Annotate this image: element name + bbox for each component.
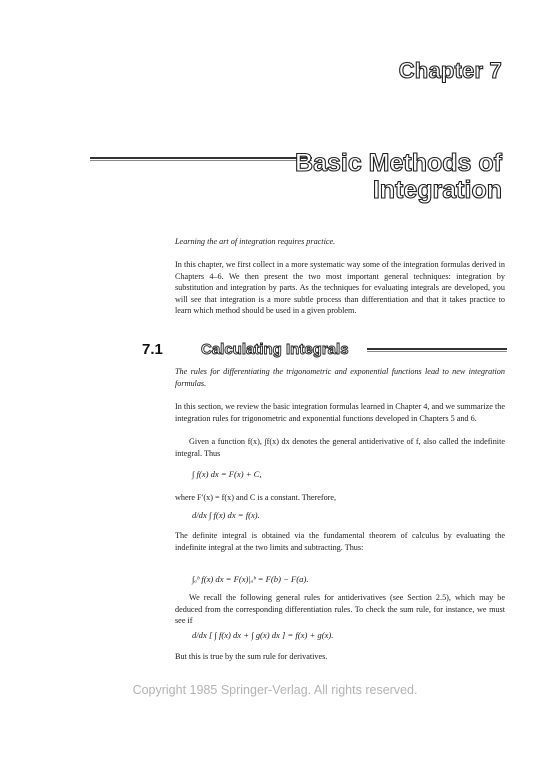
section-title: Calculating Integrals (201, 341, 349, 358)
title-rule-shadow (90, 160, 312, 161)
chapter-title-line2: Integration (372, 176, 502, 204)
section-paragraph-2: Given a function f(x), ∫f(x) dx denotes the general antiderivative of f, also called the indefinite integral. Thus (175, 437, 505, 458)
equation-indefinite-integral: ∫ f(x) dx = F(x) + C, (192, 469, 262, 479)
section-number: 7.1 (142, 341, 163, 358)
section-rule-shadow (367, 351, 507, 352)
intro-paragraph: In this chapter, we first collect in a more systematic way some of the integration formulas derived in Chapters 4–6. We then present the two most important general techniques: integration by substitution and integration by parts. As the techniques for evaluating integrals are developed, you will see that integration is a more subtle process than differentiation and that it takes practice to learn which method should be used in a given problem. (175, 260, 505, 316)
section-paragraph-4: The definite integral is obtained via the fundamental theorem of calculus by evaluating the indefinite integral at the two limits and subtracting. Thus: (175, 531, 505, 552)
copyright-notice: Copyright 1985 Springer-Verlag. All rights reserved. (132, 683, 418, 697)
section-paragraph-3: where F′(x) = f(x) and C is a constant. Therefore, (175, 493, 337, 502)
chapter-title (295, 150, 502, 204)
section-paragraph-1: In this section, we review the basic integration formulas learned in Chapter 4, and we summarize the integration rules for trigonometric and exponential functions developed in Chapters 5 and 6. (175, 402, 505, 423)
equation-sum-rule: d/dx [ ∫ f(x) dx + ∫ g(x) dx ] = f(x) + g(x). (192, 630, 334, 640)
equation-definite-integral: ∫ₐᵇ f(x) dx = F(x)|ₐᵇ = F(b) − F(a). (192, 574, 309, 584)
chapter-label: Chapter 7 (398, 58, 502, 83)
section-paragraph-6: But this is true by the sum rule for derivatives. (175, 652, 328, 661)
chapter-title-line1: Basic Methods of (295, 149, 502, 177)
section-paragraph-5: We recall the following general rules for antiderivatives (see Section 2.5), which may be deduced from the corresponding differentiation rules. To check the sum rule, for instance, we must see if (175, 593, 505, 626)
equation-derivative-of-integral: d/dx ∫ f(x) dx = f(x). (192, 510, 260, 520)
epigraph: Learning the art of integration requires practice. (175, 237, 336, 246)
section-summary: The rules for differentiating the trigonometric and exponential functions lead to new integration formulas. (175, 367, 505, 388)
section-rule (367, 348, 507, 350)
title-rule (90, 157, 312, 159)
